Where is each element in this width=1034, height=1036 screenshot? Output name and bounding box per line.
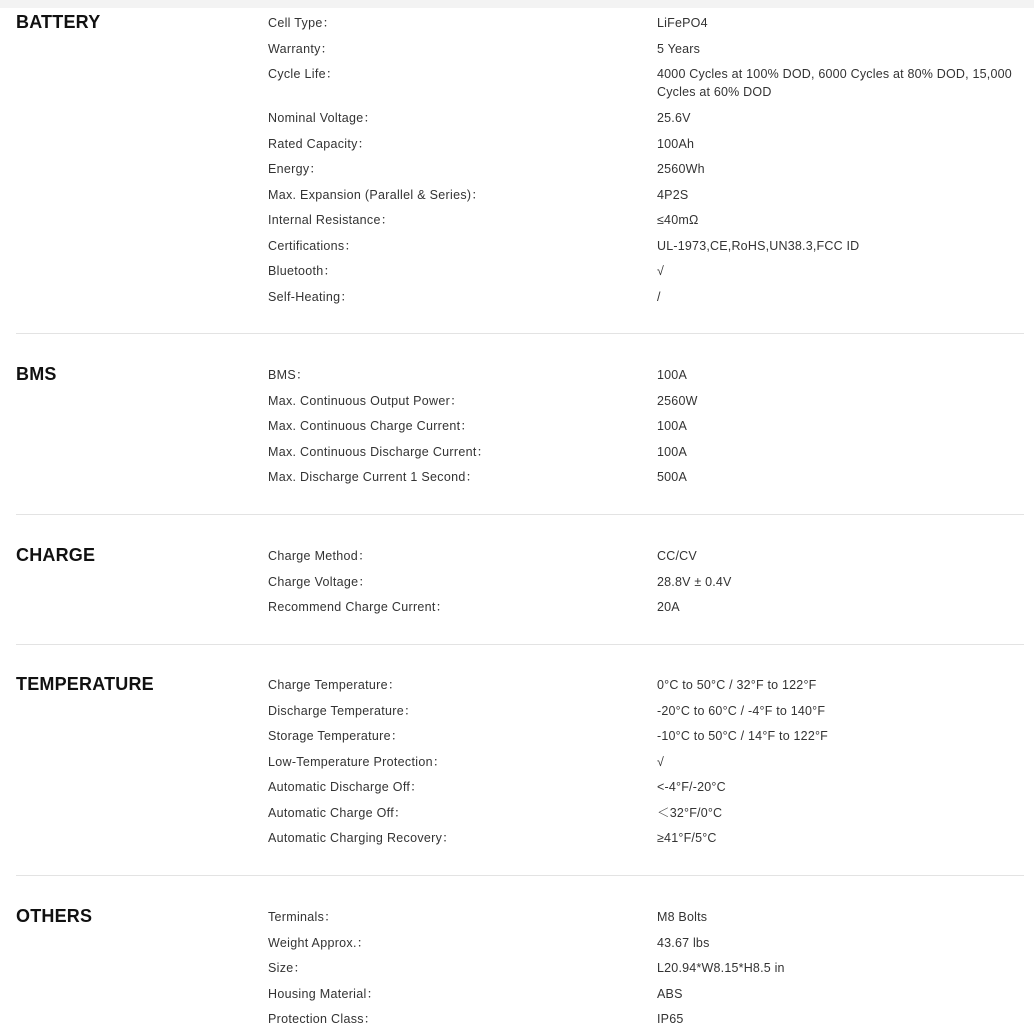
- spec-value: 43.67 lbs: [657, 935, 710, 950]
- spec-label: Terminals：: [268, 910, 337, 924]
- page-top-strip: [0, 0, 1034, 8]
- spec-row: [16, 676, 1024, 702]
- spec-row: [16, 1010, 1024, 1036]
- spec-value: L20.94*W8.15*H8.5 in: [657, 961, 785, 975]
- spec-value: LiFePO4: [657, 16, 708, 30]
- spec-value: 100A: [657, 444, 687, 459]
- spec-label: Max. Discharge Current 1 Second：: [268, 470, 479, 484]
- section-divider: [16, 644, 1024, 645]
- spec-row: [16, 753, 1024, 779]
- spec-label: Automatic Discharge Off：: [268, 780, 423, 794]
- spec-value: ＜32°F/0°C: [657, 805, 723, 820]
- section-title-battery: BATTERY: [16, 12, 101, 32]
- spec-value: ABS: [657, 986, 683, 1001]
- spec-label: Charge Temperature：: [268, 678, 401, 692]
- spec-label: Storage Temperature：: [268, 729, 404, 743]
- spec-value: 20A: [657, 600, 680, 614]
- spec-row: [16, 392, 1024, 418]
- spec-row: [16, 288, 1024, 314]
- spec-row: [16, 573, 1024, 599]
- spec-row: [16, 727, 1024, 753]
- spec-row: [16, 829, 1024, 855]
- spec-value: ≤40mΩ: [657, 213, 699, 227]
- spec-row: [16, 934, 1024, 960]
- spec-value: 5 Years: [657, 41, 701, 56]
- spec-label: Discharge Temperature：: [268, 703, 417, 718]
- spec-row: [16, 468, 1024, 494]
- spec-value: 4P2S: [657, 187, 689, 202]
- spec-value: 4000 Cycles at 100% DOD, 6000 Cycles at 80% DOD, 15,000 Cycles at 60% DOD: [657, 67, 1012, 99]
- spec-row: [16, 908, 1024, 934]
- spec-row: [16, 985, 1024, 1011]
- spec-value: IP65: [657, 1012, 684, 1026]
- spec-value: /: [657, 289, 661, 304]
- spec-label: Protection Class：: [268, 1012, 377, 1026]
- spec-label: Warranty：: [268, 41, 334, 56]
- spec-label: Housing Material：: [268, 986, 380, 1001]
- spec-row: [16, 702, 1024, 728]
- spec-value: √: [657, 264, 665, 278]
- spec-label: BMS：: [268, 368, 309, 382]
- spec-value: 100Ah: [657, 136, 695, 151]
- battery-spec-list: [16, 14, 1024, 313]
- spec-label: Weight Approx.：: [268, 935, 370, 950]
- spec-value: 2560W: [657, 393, 698, 408]
- spec-row: [16, 65, 1024, 109]
- spec-value: -10°C to 50°C / 14°F to 122°F: [657, 729, 829, 743]
- spec-value: 25.6V: [657, 111, 691, 125]
- spec-label: Rated Capacity：: [268, 136, 371, 151]
- spec-label: Automatic Charging Recovery：: [268, 831, 455, 845]
- spec-row: [16, 211, 1024, 237]
- spec-row: [16, 443, 1024, 469]
- spec-label: Internal Resistance：: [268, 213, 394, 227]
- spec-label: Max. Expansion (Parallel & Series)：: [268, 187, 485, 202]
- spec-value: 100A: [657, 368, 687, 382]
- section-title-temperature: TEMPERATURE: [16, 674, 154, 694]
- spec-row: [16, 109, 1024, 135]
- spec-label: Cycle Life：: [268, 67, 339, 81]
- spec-label: Recommend Charge Current：: [268, 600, 449, 614]
- section-title-charge: CHARGE: [16, 545, 96, 565]
- temperature-spec-list: [16, 676, 1024, 855]
- spec-row: [16, 598, 1024, 624]
- spec-row: [16, 778, 1024, 804]
- spec-value: <-4°F/-20°C: [657, 780, 726, 794]
- spec-row: [16, 804, 1024, 830]
- spec-value: UL-1973,CE,RoHS,UN38.3,FCC ID: [657, 238, 860, 253]
- spec-label: Charge Method：: [268, 549, 371, 563]
- section-divider: [16, 514, 1024, 515]
- spec-value: CC/CV: [657, 549, 697, 563]
- spec-value: 0°C to 50°C / 32°F to 122°F: [657, 678, 817, 692]
- others-spec-list: [16, 908, 1024, 1036]
- spec-value: √: [657, 754, 665, 769]
- spec-row: [16, 547, 1024, 573]
- spec-value: 100A: [657, 419, 687, 433]
- spec-row: [16, 237, 1024, 263]
- spec-value: 2560Wh: [657, 162, 705, 176]
- spec-value: ≥41°F/5°C: [657, 831, 717, 845]
- section-divider: [16, 333, 1024, 334]
- spec-label: Self-Heating：: [268, 289, 354, 304]
- section-title-bms: BMS: [16, 364, 57, 384]
- spec-label: Max. Continuous Charge Current：: [268, 419, 474, 433]
- spec-row: [16, 417, 1024, 443]
- spec-label: Max. Continuous Discharge Current：: [268, 444, 490, 459]
- spec-value: 500A: [657, 470, 687, 484]
- charge-spec-list: [16, 547, 1024, 624]
- spec-label: Energy：: [268, 162, 323, 176]
- spec-label: Nominal Voltage：: [268, 111, 377, 125]
- spec-label: Cell Type：: [268, 16, 336, 30]
- section-divider: [16, 875, 1024, 876]
- spec-row: [16, 135, 1024, 161]
- spec-row: [16, 14, 1024, 40]
- bms-spec-list: [16, 366, 1024, 494]
- spec-row: [16, 959, 1024, 985]
- spec-row: [16, 40, 1024, 66]
- spec-row: [16, 186, 1024, 212]
- spec-label: Bluetooth：: [268, 264, 337, 278]
- spec-row: [16, 262, 1024, 288]
- spec-row: [16, 160, 1024, 186]
- spec-value: M8 Bolts: [657, 910, 708, 924]
- spec-label: Max. Continuous Output Power：: [268, 393, 463, 408]
- spec-label: Automatic Charge Off：: [268, 805, 407, 820]
- spec-value: 28.8V ± 0.4V: [657, 574, 732, 589]
- section-title-others: OTHERS: [16, 906, 93, 926]
- spec-label: Low-Temperature Protection：: [268, 754, 446, 769]
- spec-row: [16, 366, 1024, 392]
- spec-label: Size：: [268, 961, 307, 975]
- spec-label: Charge Voltage：: [268, 574, 372, 589]
- spec-label: Certifications：: [268, 238, 358, 253]
- spec-value: -20°C to 60°C / -4°F to 140°F: [657, 703, 826, 718]
